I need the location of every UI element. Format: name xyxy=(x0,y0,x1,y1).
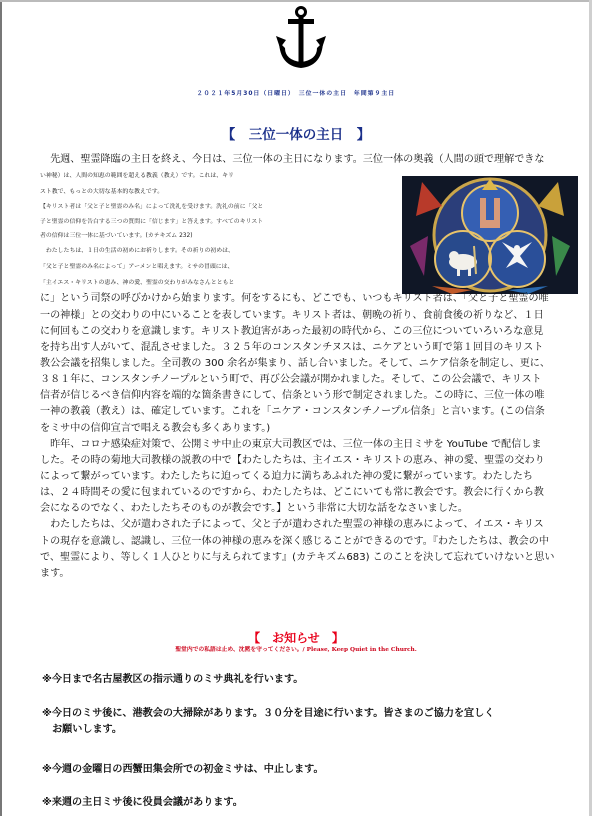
article-line: トの現存を意識し、認識し、三位一体の神様の恵みを深く感じることができるのです。『わたしたちは、教会の中 xyxy=(40,535,549,547)
notice-item-2 xyxy=(42,706,582,738)
notice-item-3 xyxy=(42,762,582,778)
section-title: 【 三位一体の主日 】 xyxy=(221,127,371,143)
notice-item-4 xyxy=(42,795,582,811)
article-line: 会になるのでなく、わたしたちそのものが教会です。】という非常に大切な話をなさいました。 xyxy=(40,503,468,515)
article-line: ます。 xyxy=(40,567,70,579)
article-line: スト教で、もっとの大切な基本的な教えです。 xyxy=(40,189,164,196)
article-line: に何回もこの交わりを意識します。キリスト教迫害があった最初の時代から、この三位についていろいろな意見 xyxy=(40,325,544,337)
article-line: 教公会議を招集しました。全司教の 300 余名が集まり、話し合いました。そして、ニケア信条を制定し、更に、 xyxy=(40,357,550,369)
article-line: 先週、聖霊降臨の主日を終え、今日は、三位一体の主日になります。三位一体の奥義（人間の頭で理解できな xyxy=(40,154,545,165)
page-edge-top xyxy=(0,0,592,2)
catechism-quote-line: 者の信仰は三位一体に基づいています。(カテキズム 232) xyxy=(40,232,193,239)
notice-line: お願いします。 xyxy=(42,724,122,735)
article-line: 信者が信じるべき信仰内容を端的な箇条書きにして、信条という形で制定されました。この時に、三位一体の唯 xyxy=(40,390,545,402)
article-line: で、聖霊により、等しく１人ひとりに与えられてます』(カテキズム683) このことを決して忘れていけないと思い xyxy=(40,551,555,563)
article-line: わたしたちは、１日の生活の初めにお祈りします。その祈りの初めは、 xyxy=(40,247,234,254)
notice-line: ※今週の金曜日の西蟹田集会所での初金ミサは、中止します。 xyxy=(42,764,324,775)
page-title: ２０２１年5月30日（日曜日） 三位一体の主日 年間第９主日 xyxy=(196,91,396,97)
notice-line: ※来週の主日ミサ後に役員会議があります。 xyxy=(42,797,243,808)
article-line: 「父と子と聖霊のみ名によって」アーメンと唱えます。ミサの冒頭には、 xyxy=(40,264,234,271)
article-line: 「主イエス・キリストの恵み、神の愛、聖霊の交わりがみなさんとともと xyxy=(40,280,235,287)
notice-line: ※今日のミサ後に、港教会の大掃除があります。３０分を目途に行います。皆さまのご協力を宜しく xyxy=(42,708,495,719)
article-line: ３８１年に、コンスタンチノープルという町で、再び公会議が開かれました。そして、この公会議で、キリスト xyxy=(40,374,542,386)
anchor-icon xyxy=(276,6,326,72)
article-line: わたしたちは、父が遣わされた子によって、父と子が遣わされた聖霊の神様の恵みによって、イエス・キリス xyxy=(40,519,544,531)
notice-item-1 xyxy=(42,672,582,688)
notice-line: ※今日まで名古屋教区の指示通りのミサ典礼を行います。 xyxy=(42,674,304,685)
article-line: い神秘）は、人間の知恵の範囲を超える教義（教え）です。これは、キリ xyxy=(40,173,234,180)
catechism-quote-line: 【キリスト者は「父と子と聖霊のみ名」によって洗礼を受けます。洗礼の前に「父と xyxy=(40,204,264,211)
article-line: によって繋がっています。わたしたちに迫ってくる迫力に満ちあふれた神の愛に繋がっています。わたしたち xyxy=(40,470,533,482)
article-line: 一神の教義（教え）は、確定しています。これを「ニケア・コンスタンチノープル信条」と言います。(この信条 xyxy=(40,406,545,418)
article-line: を持ち出す人がいて、混乱させました。３２５年のコンスタンチヌスは、ニケアという町で第１回目のキリスト xyxy=(40,341,544,353)
article-line: に」という司祭の呼びかけから始まります。何をするにも、どこでも、いつもキリスト者は、「父と子と聖霊の唯 xyxy=(40,293,549,305)
article-line: は、２４時間その愛に包まれているのですから、わたしたちは、どこにいても常に教会です。教会に行くから教 xyxy=(40,487,544,499)
article-line: した。その時の菊地大司教様の説教の中で【わたしたちは、主イエス・キリストの恵み、神の愛、聖霊の交わり xyxy=(40,454,545,466)
announcements-title: 【 お知らせ 】 xyxy=(248,631,344,645)
article-line: 昨年、コロナ感染症対策で、公開ミサ中止の東京大司教区では、三位一体の主日ミサを YouTube で配信しま xyxy=(40,438,542,450)
catechism-quote-line: 子と聖霊の信仰を告白する三つの質問に「信じます」と答えます。すべてのキリスト xyxy=(40,218,264,225)
article-body xyxy=(40,152,576,582)
article-line: をミサ中の信仰宣言で唱える教会も多くあります。) xyxy=(40,422,271,434)
article-line: 一の神様」との交わりの中にいることを表しています。キリスト者は、朝晩の祈り、食前食後の祈りなど、１日 xyxy=(40,309,544,321)
quiet-notice: 聖堂内での私語は止め、沈黙を守ってください。/ Please, Keep Quiet in the Church. xyxy=(175,647,417,653)
